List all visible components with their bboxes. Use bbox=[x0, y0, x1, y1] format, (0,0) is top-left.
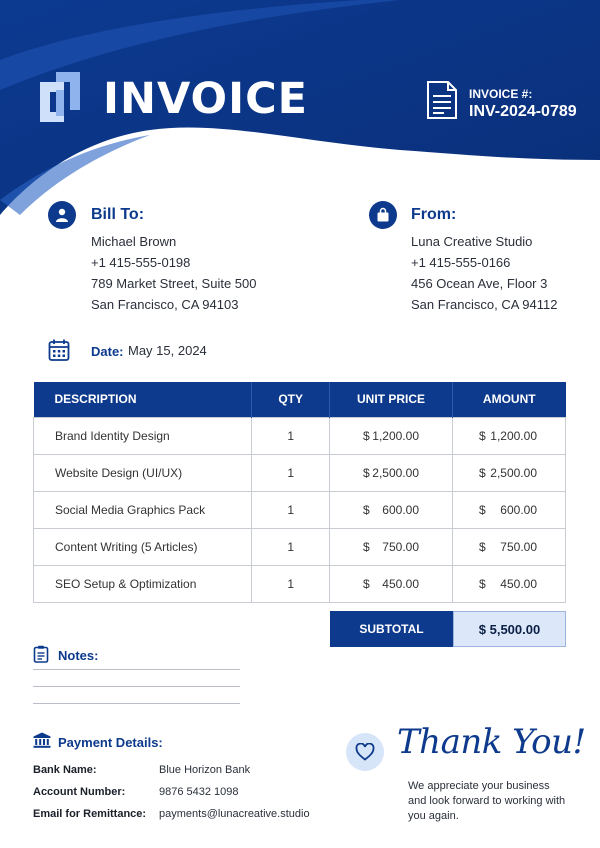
currency-symbol: $ bbox=[479, 539, 486, 554]
bank-name-value: Blue Horizon Bank bbox=[159, 764, 251, 776]
user-icon bbox=[48, 201, 76, 229]
unit-price-value: 600.00 bbox=[382, 502, 419, 517]
item-description: Social Media Graphics Pack bbox=[34, 491, 252, 528]
thank-you-heading: Thank You! bbox=[397, 722, 586, 762]
from-city: San Francisco, CA 94112 bbox=[411, 297, 558, 312]
document-icon bbox=[426, 80, 458, 120]
item-unit-price bbox=[330, 454, 453, 491]
invoice-title: INVOICE bbox=[103, 74, 308, 124]
unit-price-value: 450.00 bbox=[382, 576, 419, 591]
bill-to-phone: +1 415-555-0198 bbox=[91, 255, 191, 270]
item-description: Brand Identity Design bbox=[34, 417, 252, 454]
amount-value: 600.00 bbox=[500, 502, 537, 517]
notes-icon bbox=[33, 645, 49, 663]
subtotal-label: SUBTOTAL bbox=[330, 611, 453, 647]
currency-symbol: $ bbox=[363, 539, 370, 554]
from-phone: +1 415-555-0166 bbox=[411, 255, 511, 270]
notes-label: Notes: bbox=[58, 648, 99, 663]
invoice-items-table bbox=[33, 382, 566, 603]
from-address bbox=[411, 231, 557, 315]
account-number-value: 9876 5432 1098 bbox=[159, 786, 239, 798]
currency-symbol: $ bbox=[479, 576, 486, 591]
column-header-qty: QTY bbox=[252, 382, 330, 417]
currency-symbol: $ bbox=[363, 502, 370, 517]
item-description: Website Design (UI/UX) bbox=[34, 454, 252, 491]
account-number-label: Account Number: bbox=[33, 786, 126, 798]
invoice-number: INV-2024-0789 bbox=[469, 103, 577, 120]
item-qty: 1 bbox=[252, 528, 330, 565]
date-value: May 15, 2024 bbox=[128, 343, 207, 358]
table-header-row bbox=[34, 382, 566, 417]
item-unit-price bbox=[330, 417, 453, 454]
bank-name-label: Bank Name: bbox=[33, 764, 97, 776]
item-amount bbox=[453, 417, 566, 454]
subtotal-value: $ 5,500.00 bbox=[453, 611, 566, 647]
from-street: 456 Ocean Ave, Floor 3 bbox=[411, 276, 548, 291]
currency-symbol: $ bbox=[363, 576, 370, 591]
bill-to-street: 789 Market Street, Suite 500 bbox=[91, 276, 257, 291]
date-label: Date: bbox=[91, 344, 124, 359]
item-amount bbox=[453, 528, 566, 565]
notes-line bbox=[33, 669, 240, 670]
unit-price-value: 1,200.00 bbox=[372, 428, 419, 443]
notes-line bbox=[33, 703, 240, 704]
from-title: From: bbox=[411, 206, 457, 223]
bank-icon bbox=[33, 732, 51, 748]
item-description: SEO Setup & Optimization bbox=[34, 565, 252, 602]
column-header-unit-price: UNIT PRICE bbox=[330, 382, 453, 417]
item-amount bbox=[453, 454, 566, 491]
item-amount bbox=[453, 491, 566, 528]
company-logo-icon bbox=[40, 72, 80, 122]
currency-symbol: $ bbox=[363, 465, 370, 480]
item-qty: 1 bbox=[252, 417, 330, 454]
bill-to-title: Bill To: bbox=[91, 206, 145, 223]
table-row bbox=[34, 491, 566, 528]
bill-to-city: San Francisco, CA 94103 bbox=[91, 297, 239, 312]
unit-price-value: 2,500.00 bbox=[372, 465, 419, 480]
item-description: Content Writing (5 Articles) bbox=[34, 528, 252, 565]
from-name: Luna Creative Studio bbox=[411, 234, 533, 249]
payment-details-label: Payment Details: bbox=[58, 735, 163, 750]
table-row bbox=[34, 565, 566, 602]
remittance-email-label: Email for Remittance: bbox=[33, 808, 147, 820]
thank-you-message: We appreciate your business and look forward to working with you again. bbox=[408, 780, 566, 822]
notes-line bbox=[33, 686, 240, 687]
amount-value: 1,200.00 bbox=[490, 428, 537, 443]
currency-symbol: $ bbox=[479, 465, 486, 480]
item-amount bbox=[453, 565, 566, 602]
amount-value: 2,500.00 bbox=[490, 465, 537, 480]
currency-symbol: $ bbox=[363, 428, 370, 443]
item-unit-price bbox=[330, 491, 453, 528]
item-unit-price bbox=[330, 528, 453, 565]
item-qty: 1 bbox=[252, 491, 330, 528]
item-unit-price bbox=[330, 565, 453, 602]
item-qty: 1 bbox=[252, 565, 330, 602]
table-row bbox=[34, 454, 566, 491]
column-header-amount: AMOUNT bbox=[453, 382, 566, 417]
heart-icon bbox=[346, 733, 384, 771]
currency-symbol: $ bbox=[479, 428, 486, 443]
bag-icon bbox=[369, 201, 397, 229]
unit-price-value: 750.00 bbox=[382, 539, 419, 554]
remittance-email-value: payments@lunacreative.studio bbox=[159, 808, 310, 820]
invoice-number-label: INVOICE #: bbox=[469, 87, 533, 101]
currency-symbol: $ bbox=[479, 502, 486, 517]
item-qty: 1 bbox=[252, 454, 330, 491]
table-row bbox=[34, 417, 566, 454]
column-header-description: DESCRIPTION bbox=[34, 382, 252, 417]
amount-value: 750.00 bbox=[500, 539, 537, 554]
bill-to-address bbox=[91, 231, 256, 315]
table-row bbox=[34, 528, 566, 565]
bill-to-name: Michael Brown bbox=[91, 234, 177, 249]
calendar-icon bbox=[48, 338, 70, 362]
amount-value: 450.00 bbox=[500, 576, 537, 591]
